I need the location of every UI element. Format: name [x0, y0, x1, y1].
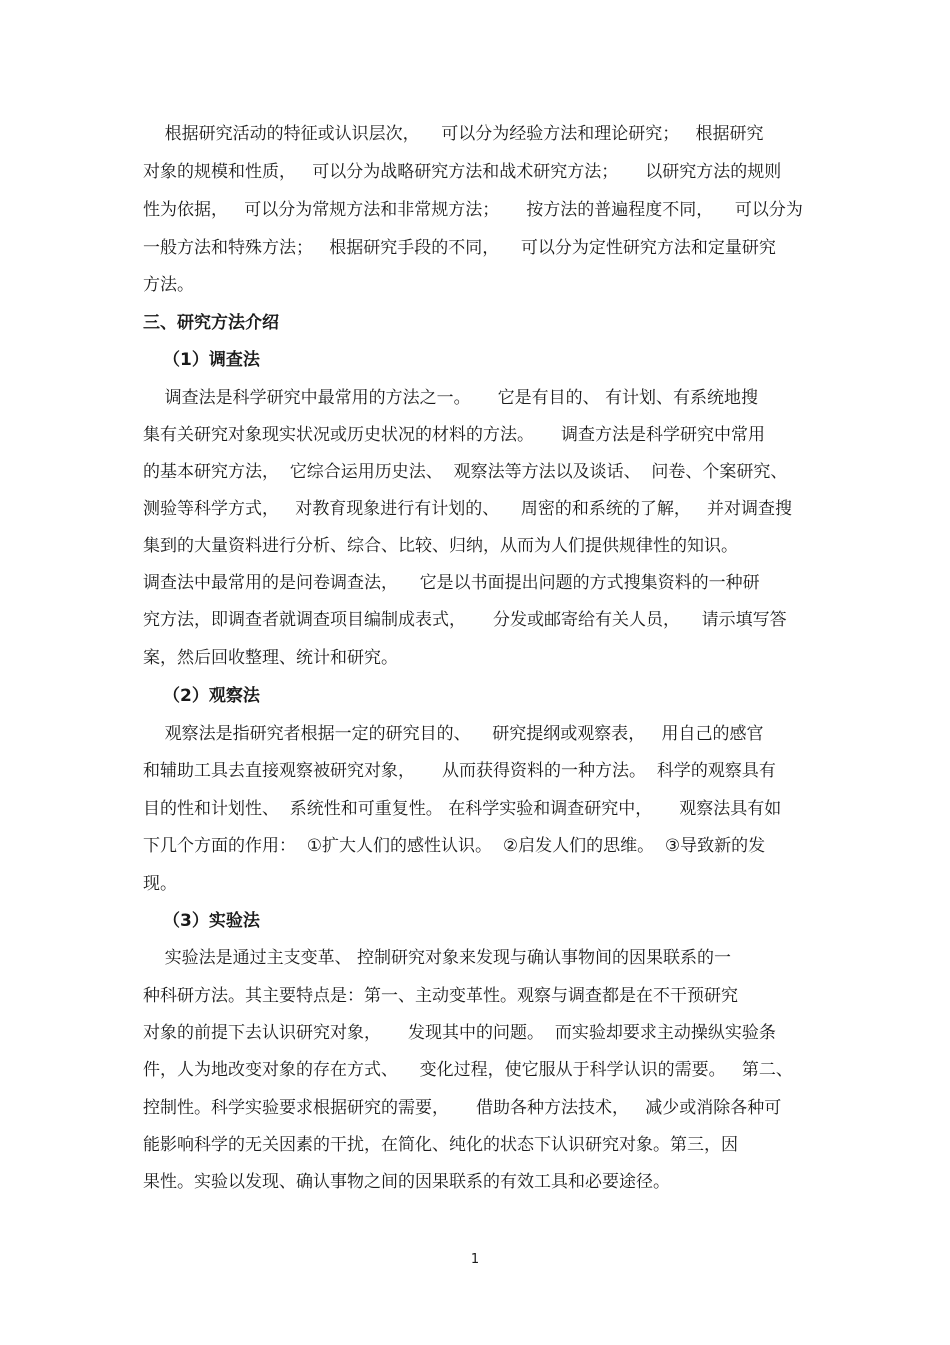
text-line: 下几个方面的作用： ①扩大人们的感性认识。 ②启发人们的思维。 ③导致新的发	[143, 836, 766, 856]
text-line: 对象的规模和性质， 可以分为战略研究方法和战术研究方法； 以研究方法的规则	[143, 162, 782, 182]
text-line: 集有关研究对象现实状况或历史状况的材料的方法。 调查方法是科学研究中常用	[143, 425, 766, 445]
text-line: 观察法是指研究者根据一定的研究目的、 研究提纲或观察表， 用自己的感官	[143, 724, 764, 744]
text-line: 果性。实验以发现、确认事物之间的因果联系的有效工具和必要途径。	[143, 1172, 670, 1192]
text-line: 种科研方法。其主要特点是：第一、主动变革性。观察与调查都是在不干预研究	[143, 986, 738, 1006]
text-line: 控制性。科学实验要求根据研究的需要， 借助各种方法技术， 减少或消除各种可	[143, 1098, 782, 1118]
section-heading: 三、研究方法介绍	[143, 313, 279, 333]
text-line: 对象的前提下去认识研究对象， 发现其中的问题。 而实验却要求主动操纵实验条	[143, 1023, 776, 1043]
text-line: 实验法是通过主支变革、 控制研究对象来发现与确认事物间的因果联系的一	[143, 948, 732, 968]
text-line: 调查法中最常用的是问卷调查法， 它是以书面提出问题的方式搜集资料的一种研	[143, 573, 760, 593]
text-line: 件，人为地改变对象的存在方式、 变化过程，使它服从于科学认识的需要。 第二、	[143, 1060, 793, 1080]
text-line: 案，然后回收整理、统计和研究。	[143, 648, 398, 668]
subsection-heading: （3）实验法	[163, 911, 260, 931]
text-line: 的基本研究方法， 它综合运用历史法、 观察法等方法以及谈话、 问卷、个案研究、	[143, 462, 788, 482]
subsection-heading: （2）观察法	[163, 686, 260, 706]
text-line: 根据研究活动的特征或认识层次， 可以分为经验方法和理论研究； 根据研究	[143, 124, 764, 144]
text-line: 集到的大量资料进行分析、综合、比较、归纳，从而为人们提供规律性的知识。	[143, 536, 738, 556]
text-line: 究方法，即调查者就调查项目编制成表式， 分发或邮寄给有关人员， 请示填写答	[143, 610, 787, 630]
text-line: 一般方法和特殊方法； 根据研究手段的不同， 可以分为定性研究方法和定量研究	[143, 238, 776, 258]
text-line: 方法。	[143, 275, 194, 295]
text-line: 能影响科学的无关因素的干扰，在简化、纯化的状态下认识研究对象。第三，因	[143, 1135, 738, 1155]
text-line: 和辅助工具去直接观察被研究对象， 从而获得资料的一种方法。 科学的观察具有	[143, 761, 776, 781]
text-line: 性为依据， 可以分为常规方法和非常规方法； 按方法的普遍程度不同， 可以分为	[143, 200, 803, 220]
text-line: 调查法是科学研究中最常用的方法之一。 它是有目的、 有计划、有系统地搜	[143, 388, 759, 408]
text-line: 测验等科学方式， 对教育现象进行有计划的、 周密的和系统的了解， 并对调查搜	[143, 499, 793, 519]
text-line: 目的性和计划性、 系统性和可重复性。 在科学实验和调查研究中， 观察法具有如	[143, 799, 782, 819]
page-number: 1	[470, 1252, 480, 1267]
text-line: 现。	[143, 874, 177, 894]
subsection-heading: （1）调查法	[163, 350, 260, 370]
